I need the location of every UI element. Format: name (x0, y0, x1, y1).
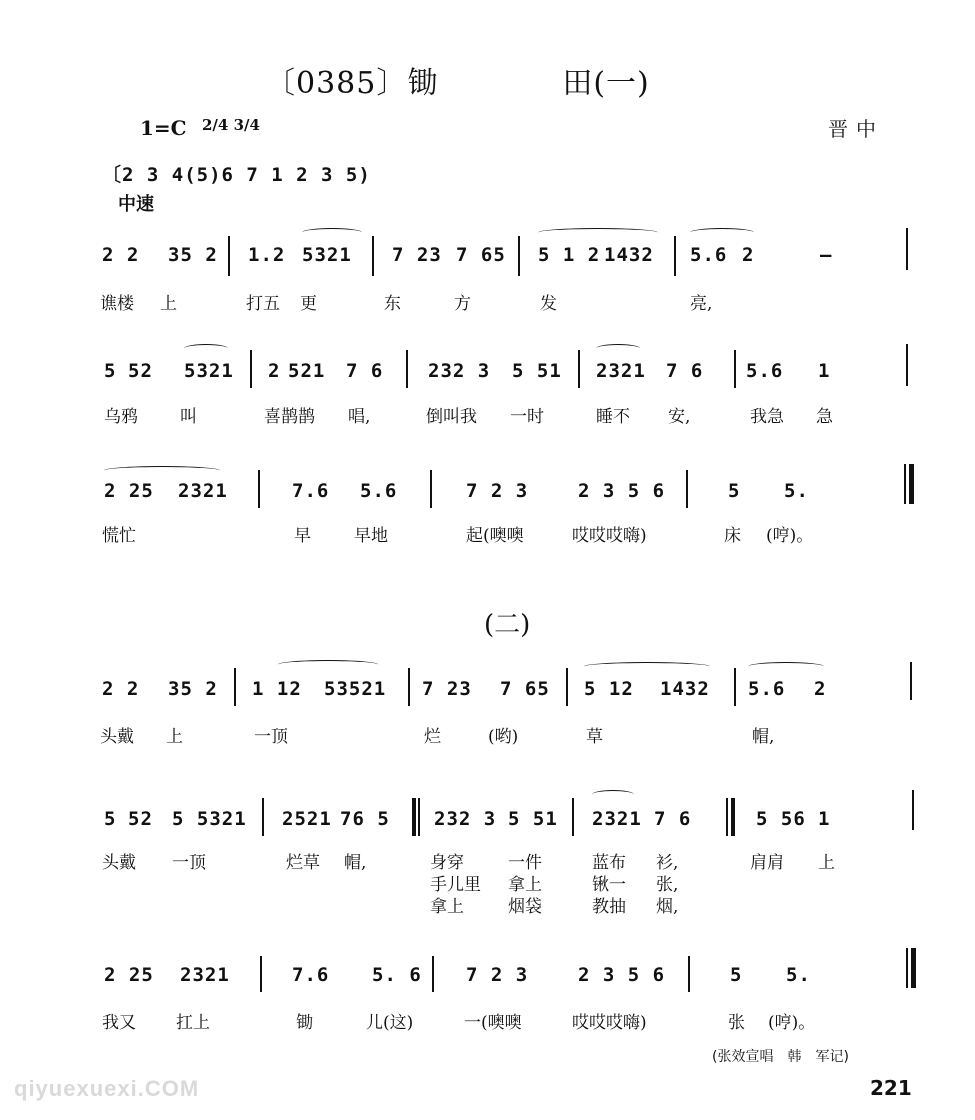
lyric: 张, (656, 875, 679, 895)
final-barline-thin (906, 948, 908, 988)
lyric: 烟, (656, 897, 679, 917)
note-group: 2 (814, 678, 827, 700)
barline (566, 668, 568, 706)
slur-mark (592, 790, 634, 799)
note-group: 52 (128, 360, 153, 382)
repeat-start-barline (412, 798, 416, 836)
lyric: 叫 (180, 407, 197, 427)
note-group: – (820, 244, 833, 266)
lyric: 打五 (246, 294, 280, 314)
lyric: 上 (166, 727, 183, 747)
slur-mark (690, 228, 754, 237)
lyric: 乌鸦 (104, 407, 138, 427)
note-group: 2321 (178, 480, 228, 502)
lyric: 上 (160, 294, 177, 314)
time-signature: 2/4 3/4 (202, 116, 260, 134)
barline (572, 798, 574, 836)
note-group: 5. (784, 480, 809, 502)
note-group: 2321 (592, 808, 642, 830)
lyric: (哟) (488, 727, 519, 747)
barline (228, 236, 230, 276)
note-group: 5.6 (690, 244, 728, 266)
lyric: 蓝布 (592, 853, 626, 873)
lyric: 帽, (344, 853, 367, 873)
note-group: 2521 (282, 808, 332, 830)
lyric: 烟袋 (508, 897, 542, 917)
note-group: 5.6 (748, 678, 786, 700)
lyric: 烂草 (286, 853, 320, 873)
barline (578, 350, 580, 388)
note-group: 7 6 (654, 808, 692, 830)
note-group: 5 (104, 360, 117, 382)
note-group: 2 25 (104, 480, 154, 502)
note-group: 5 1 2 (538, 244, 601, 266)
note-group: 5321 (184, 360, 234, 382)
note-group: 2 3 5 6 (578, 480, 666, 502)
note-group: 2321 (596, 360, 646, 382)
barline (734, 668, 736, 706)
barline (686, 470, 688, 508)
note-group: 5 (728, 480, 741, 502)
lyric: 床 (724, 526, 741, 546)
slur-mark (278, 660, 378, 669)
lyric: 发 (540, 294, 557, 314)
key-signature: 1=C (140, 116, 187, 140)
lyric: 肩肩 (750, 853, 784, 873)
note-group: 5.6 (746, 360, 784, 382)
lyric: 头戴 (102, 853, 136, 873)
final-barline-thick (909, 464, 914, 504)
barline (372, 236, 374, 276)
barline (234, 668, 236, 706)
lyric: 一顶 (172, 853, 206, 873)
slur-mark (184, 344, 228, 353)
lyric: (哼)。 (768, 1013, 816, 1033)
note-group: 5321 (302, 244, 352, 266)
repeat-start-barline-thin (418, 798, 420, 836)
barline (258, 470, 260, 508)
note-group: 7 65 (500, 678, 550, 700)
lyric: 亮, (690, 294, 713, 314)
note-group: 7 23 (422, 678, 472, 700)
lyric: 头戴 (100, 727, 134, 747)
note-group: 1 (818, 808, 831, 830)
lyric: 儿(这) (366, 1013, 414, 1033)
barline (910, 662, 912, 700)
lyric: 张 (728, 1013, 745, 1033)
lyric: 安, (668, 407, 691, 427)
note-group: 53521 (324, 678, 387, 700)
barline (912, 790, 914, 830)
repeat-end-barline-thin (726, 798, 728, 836)
note-group: 5 51 (508, 808, 558, 830)
tempo-marking: 中速 (118, 194, 154, 215)
slur-mark (596, 344, 640, 353)
lyric: 睡不 (596, 407, 630, 427)
barline (250, 350, 252, 388)
barline (906, 228, 908, 270)
slur-mark (538, 228, 658, 237)
lyric: 方 (454, 294, 471, 314)
lyric: 早 (294, 526, 311, 546)
lyric: 一件 (508, 853, 542, 873)
note-group: 5.6 (360, 480, 398, 502)
note-group: 232 3 (428, 360, 491, 382)
note-group: 7 2 3 (466, 964, 529, 986)
note-group: 5 (730, 964, 743, 986)
note-group: 2 2 (102, 678, 140, 700)
lyric: 哎哎哎嗨) (572, 526, 647, 546)
lyric: 唱, (348, 407, 371, 427)
lyric: 烂 (424, 727, 441, 747)
barline (674, 236, 676, 276)
note-group: 7.6 (292, 480, 330, 502)
barline (906, 344, 908, 386)
barline (518, 236, 520, 276)
lyric: 一顶 (254, 727, 288, 747)
barline (406, 350, 408, 388)
note-group: 5 5321 (172, 808, 247, 830)
lyric: 身穿 (430, 853, 464, 873)
note-group: 2 3 5 6 (578, 964, 666, 986)
note-group: 2 2 (102, 244, 140, 266)
note-group: 7 2 3 (466, 480, 529, 502)
lyric: 拿上 (430, 897, 464, 917)
note-group: 7 23 (392, 244, 442, 266)
note-group: 7 6 (346, 360, 384, 382)
slur-mark (584, 662, 710, 671)
lyric: 衫, (656, 853, 679, 873)
note-group: 5 12 (584, 678, 634, 700)
lyric: 起(噢噢 (466, 526, 524, 546)
lyric: 谯楼 (100, 294, 134, 314)
note-group: 5. (786, 964, 811, 986)
lyric: 教抽 (592, 897, 626, 917)
section-heading: (二) (484, 610, 531, 640)
lyric: 慌忙 (102, 526, 136, 546)
barline (734, 350, 736, 388)
credit-line: (张效宣唱 韩 军记) (712, 1049, 849, 1065)
lyric: 上 (818, 853, 835, 873)
lyric: 我急 (750, 407, 784, 427)
lyric: 哎哎哎嗨) (572, 1013, 647, 1033)
lyric: 草 (586, 727, 603, 747)
barline (260, 956, 262, 992)
note-group: 35 2 (168, 678, 218, 700)
note-group: 2 (268, 360, 281, 382)
final-barline-thin (904, 464, 906, 504)
lyric: 早地 (354, 526, 388, 546)
barline (432, 956, 434, 992)
lyric: 锄 (296, 1013, 313, 1033)
note-group: 1432 (660, 678, 710, 700)
final-barline-thick (911, 948, 916, 988)
intro-notation: 〔2 3 4(5)6 7 1 2 3 5) (102, 164, 371, 186)
note-group: 1 (818, 360, 831, 382)
lyric: 扛上 (176, 1013, 210, 1033)
note-group: 232 3 (434, 808, 497, 830)
note-group: 7 65 (456, 244, 506, 266)
note-group: 7.6 (292, 964, 330, 986)
lyric: 东 (384, 294, 401, 314)
note-group: 2321 (180, 964, 230, 986)
slur-mark (748, 662, 824, 671)
note-group: 5. 6 (372, 964, 422, 986)
song-title: 〔0385〕锄 田(一) (265, 66, 650, 101)
note-group: 5 56 (756, 808, 806, 830)
note-group: 1.2 (248, 244, 286, 266)
note-group: 2 25 (104, 964, 154, 986)
watermark: qiyuexuexi.COM (14, 1076, 200, 1101)
note-group: 35 2 (168, 244, 218, 266)
barline (408, 668, 410, 706)
barline (262, 798, 264, 836)
lyric: 手儿里 (430, 875, 481, 895)
barline (430, 470, 432, 508)
note-group: 2 (742, 244, 755, 266)
note-group: 1432 (604, 244, 654, 266)
repeat-end-barline (731, 798, 735, 836)
slur-mark (302, 228, 362, 237)
lyric: 帽, (752, 727, 775, 747)
lyric: 锹一 (592, 875, 626, 895)
barline (688, 956, 690, 992)
lyric: 一(噢噢 (464, 1013, 522, 1033)
note-group: 5 (104, 808, 117, 830)
lyric: 更 (300, 294, 317, 314)
lyric: 拿上 (508, 875, 542, 895)
note-group: 52 (128, 808, 153, 830)
lyric: 急 (816, 407, 833, 427)
slur-mark (104, 466, 220, 475)
lyric: (哼)。 (766, 526, 814, 546)
note-group: 7 6 (666, 360, 704, 382)
note-group: 1 12 (252, 678, 302, 700)
note-group: 521 (288, 360, 326, 382)
lyric: 喜鹊鹊 (264, 407, 315, 427)
note-group: 5 51 (512, 360, 562, 382)
lyric: 倒叫我 (426, 407, 477, 427)
lyric: 我又 (102, 1013, 136, 1033)
note-group: 76 5 (340, 808, 390, 830)
page-number: 221 (870, 1076, 912, 1100)
lyric: 一时 (510, 407, 544, 427)
region-label: 晋中 (828, 117, 884, 141)
